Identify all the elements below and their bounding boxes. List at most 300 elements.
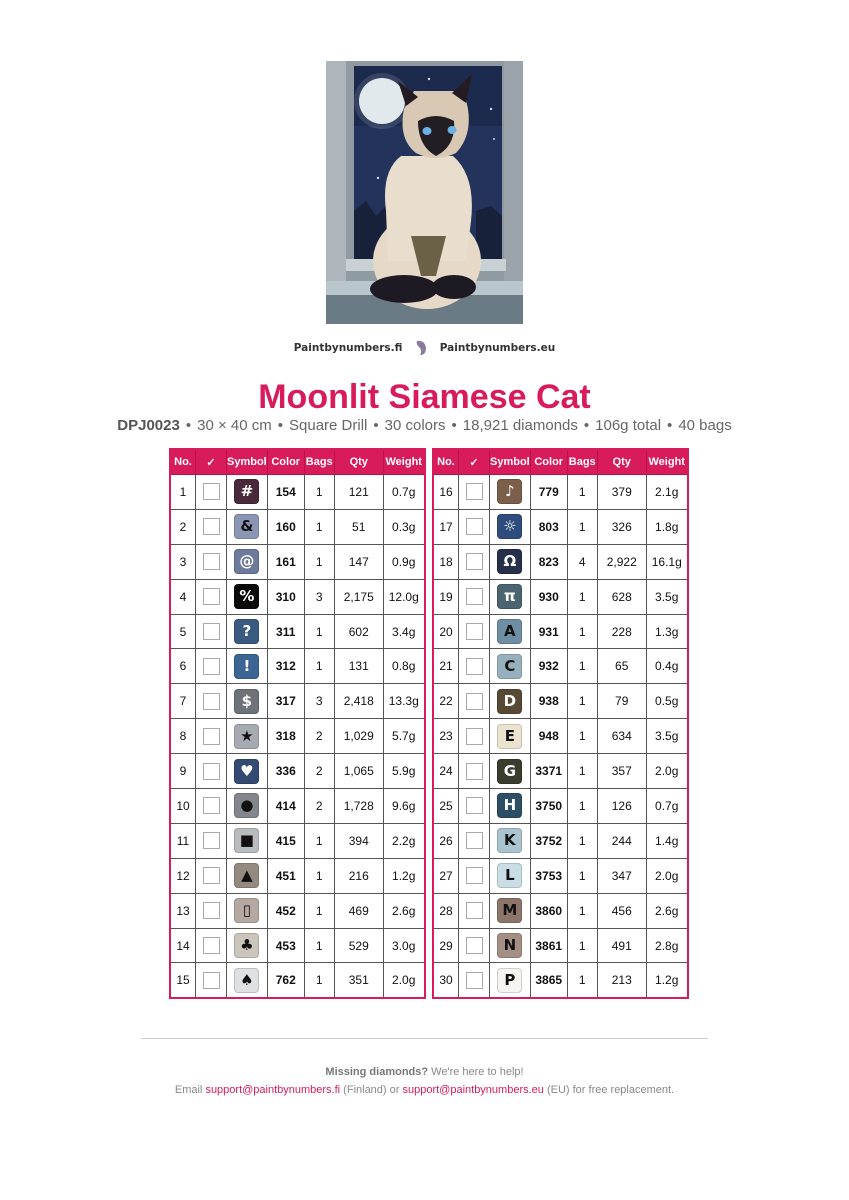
row-check-cell — [196, 963, 227, 998]
row-qty: 65 — [597, 649, 646, 684]
row-weight: 12.0g — [383, 579, 425, 614]
brand-row — [0, 340, 849, 356]
row-check-cell — [196, 754, 227, 789]
table-row — [433, 928, 688, 963]
header-qty: Qty — [597, 449, 646, 475]
row-color-code: 154 — [267, 475, 304, 510]
row-bags: 1 — [304, 509, 334, 544]
table-row — [433, 649, 688, 684]
footer — [0, 1063, 849, 1099]
row-symbol-cell — [227, 893, 268, 928]
row-bags: 1 — [567, 893, 597, 928]
row-bags: 4 — [567, 544, 597, 579]
row-qty: 126 — [597, 789, 646, 824]
row-qty: 131 — [334, 649, 383, 684]
footer-divider — [141, 1038, 708, 1039]
row-qty: 79 — [597, 684, 646, 719]
table-row — [433, 963, 688, 998]
row-number: 4 — [170, 579, 196, 614]
symbol-swatch-icon: ♠ — [234, 968, 259, 993]
row-number: 3 — [170, 544, 196, 579]
symbol-swatch-icon: ● — [234, 793, 259, 818]
header-symbol: Symbol — [227, 449, 268, 475]
email-link-eu[interactable]: support@paintbynumbers.eu — [402, 1084, 544, 1096]
row-number: 5 — [170, 614, 196, 649]
row-symbol-cell — [490, 963, 531, 998]
row-number: 15 — [170, 963, 196, 998]
meta-colors: 30 colors — [384, 417, 446, 434]
row-weight: 1.3g — [646, 614, 688, 649]
row-color-code: 415 — [267, 823, 304, 858]
row-number: 26 — [433, 823, 459, 858]
row-bags: 1 — [567, 928, 597, 963]
symbol-swatch-icon: ▲ — [234, 863, 259, 888]
row-bags: 1 — [304, 858, 334, 893]
row-check-cell — [459, 614, 490, 649]
row-checkbox[interactable] — [466, 867, 483, 884]
table-row — [170, 754, 425, 789]
table-row — [433, 823, 688, 858]
row-number: 2 — [170, 509, 196, 544]
symbol-swatch-icon: $ — [234, 689, 259, 714]
row-check-cell — [196, 928, 227, 963]
row-qty: 228 — [597, 614, 646, 649]
header-check: ✓ — [459, 449, 490, 475]
brand-fi: Paintbynumbers.fi — [293, 342, 403, 354]
table-row — [433, 579, 688, 614]
header-no: No. — [170, 449, 196, 475]
footer-help-text: We're here to help! — [428, 1066, 524, 1078]
table-row — [170, 509, 425, 544]
row-checkbox[interactable] — [466, 693, 483, 710]
row-symbol-cell — [227, 754, 268, 789]
row-color-code: 318 — [267, 719, 304, 754]
row-qty: 529 — [334, 928, 383, 963]
row-bags: 1 — [567, 963, 597, 998]
row-check-cell — [196, 684, 227, 719]
row-check-cell — [459, 928, 490, 963]
row-symbol-cell — [227, 789, 268, 824]
row-qty: 1,065 — [334, 754, 383, 789]
row-check-cell — [459, 823, 490, 858]
row-color-code: 336 — [267, 754, 304, 789]
row-check-cell — [459, 754, 490, 789]
row-number: 10 — [170, 789, 196, 824]
row-checkbox[interactable] — [203, 518, 220, 535]
row-symbol-cell — [490, 544, 531, 579]
row-number: 28 — [433, 893, 459, 928]
row-symbol-cell — [490, 614, 531, 649]
row-check-cell — [196, 789, 227, 824]
page-title: Moonlit Siamese Cat — [258, 378, 591, 416]
symbol-swatch-icon: @ — [234, 549, 259, 574]
table-row — [170, 719, 425, 754]
row-color-code: 779 — [530, 475, 567, 510]
row-symbol-cell — [227, 684, 268, 719]
row-weight: 0.4g — [646, 649, 688, 684]
row-check-cell — [196, 719, 227, 754]
row-qty: 216 — [334, 858, 383, 893]
row-bags: 2 — [304, 754, 334, 789]
row-bags: 2 — [304, 719, 334, 754]
row-check-cell — [459, 579, 490, 614]
table-row — [433, 789, 688, 824]
table-row — [433, 475, 688, 510]
row-qty: 2,175 — [334, 579, 383, 614]
row-checkbox[interactable] — [203, 902, 220, 919]
row-symbol-cell — [227, 858, 268, 893]
row-color-code: 3861 — [530, 928, 567, 963]
row-check-cell — [196, 579, 227, 614]
row-color-code: 803 — [530, 509, 567, 544]
row-check-cell — [196, 544, 227, 579]
header-symbol: Symbol — [490, 449, 531, 475]
header-weight: Weight — [646, 449, 688, 475]
row-check-cell — [459, 719, 490, 754]
header-no: No. — [433, 449, 459, 475]
row-checkbox[interactable] — [466, 937, 483, 954]
row-checkbox[interactable] — [203, 867, 220, 884]
symbol-swatch-icon: ★ — [234, 724, 259, 749]
row-number: 1 — [170, 475, 196, 510]
row-check-cell — [459, 893, 490, 928]
row-bags: 3 — [304, 684, 334, 719]
header-bags: Bags — [567, 449, 597, 475]
row-checkbox[interactable] — [466, 518, 483, 535]
footer-line-2 — [0, 1081, 849, 1099]
row-qty: 147 — [334, 544, 383, 579]
row-color-code: 311 — [267, 614, 304, 649]
row-color-code: 948 — [530, 719, 567, 754]
row-weight: 1.2g — [383, 858, 425, 893]
meta-drill: Square Drill — [289, 417, 368, 434]
row-qty: 351 — [334, 963, 383, 998]
row-number: 19 — [433, 579, 459, 614]
symbol-swatch-icon: P — [497, 968, 522, 993]
row-weight: 0.7g — [383, 475, 425, 510]
table-row — [170, 823, 425, 858]
row-bags: 1 — [304, 823, 334, 858]
symbol-swatch-icon: Ω — [497, 549, 522, 574]
row-weight: 3.4g — [383, 614, 425, 649]
symbol-swatch-icon: ♥ — [234, 759, 259, 784]
row-color-code: 762 — [267, 963, 304, 998]
row-color-code: 932 — [530, 649, 567, 684]
row-bags: 1 — [304, 475, 334, 510]
table-row — [170, 893, 425, 928]
row-bags: 1 — [567, 789, 597, 824]
row-check-cell — [196, 823, 227, 858]
row-bags: 3 — [304, 579, 334, 614]
symbol-swatch-icon: ♪ — [497, 479, 522, 504]
footer-heading: Missing diamonds? — [325, 1066, 429, 1078]
row-weight: 2.0g — [383, 963, 425, 998]
row-number: 21 — [433, 649, 459, 684]
table-row — [170, 858, 425, 893]
row-check-cell — [196, 649, 227, 684]
row-weight: 5.7g — [383, 719, 425, 754]
row-symbol-cell — [227, 963, 268, 998]
table-row — [433, 893, 688, 928]
row-color-code: 161 — [267, 544, 304, 579]
row-bags: 2 — [304, 789, 334, 824]
product-meta: DPJ0023 • 30 × 40 cm • Square Drill • 30 colors • 18,921 diamonds • 106g total • 40 bags — [117, 417, 732, 434]
row-symbol-cell — [490, 858, 531, 893]
row-symbol-cell — [227, 649, 268, 684]
row-number: 7 — [170, 684, 196, 719]
table-row — [170, 928, 425, 963]
header-qty: Qty — [334, 449, 383, 475]
table-row — [170, 684, 425, 719]
header-check: ✓ — [196, 449, 227, 475]
footer-line-1 — [0, 1063, 849, 1081]
row-bags: 1 — [567, 579, 597, 614]
row-checkbox[interactable] — [466, 658, 483, 675]
row-checkbox[interactable] — [203, 763, 220, 780]
row-weight: 0.8g — [383, 649, 425, 684]
row-bags: 1 — [304, 893, 334, 928]
row-color-code: 451 — [267, 858, 304, 893]
row-color-code: 452 — [267, 893, 304, 928]
table-row — [433, 614, 688, 649]
row-bags: 1 — [567, 719, 597, 754]
symbol-swatch-icon: E — [497, 724, 522, 749]
row-number: 23 — [433, 719, 459, 754]
row-checkbox[interactable] — [203, 483, 220, 500]
row-check-cell — [459, 475, 490, 510]
row-symbol-cell — [227, 544, 268, 579]
symbol-swatch-icon: A — [497, 619, 522, 644]
row-checkbox[interactable] — [466, 553, 483, 570]
row-checkbox[interactable] — [203, 797, 220, 814]
row-checkbox[interactable] — [203, 728, 220, 745]
row-check-cell — [459, 789, 490, 824]
row-checkbox[interactable] — [203, 832, 220, 849]
symbol-swatch-icon: D — [497, 689, 522, 714]
row-symbol-cell — [490, 928, 531, 963]
brand-eu: Paintbynumbers.eu — [439, 342, 556, 354]
row-qty: 2,922 — [597, 544, 646, 579]
table-row — [170, 963, 425, 998]
table-row — [170, 789, 425, 824]
row-check-cell — [459, 544, 490, 579]
symbol-swatch-icon: ? — [234, 619, 259, 644]
footer-suffix: (EU) for free replacement. — [543, 1084, 675, 1096]
row-qty: 347 — [597, 858, 646, 893]
row-bags: 1 — [567, 754, 597, 789]
row-checkbox[interactable] — [466, 623, 483, 640]
row-color-code: 938 — [530, 684, 567, 719]
symbol-swatch-icon: K — [497, 828, 522, 853]
row-weight: 0.5g — [646, 684, 688, 719]
row-checkbox[interactable] — [466, 588, 483, 605]
header-color: Color — [530, 449, 567, 475]
row-symbol-cell — [490, 754, 531, 789]
row-weight: 16.1g — [646, 544, 688, 579]
row-color-code: 310 — [267, 579, 304, 614]
row-qty: 326 — [597, 509, 646, 544]
footer-region-fi: (Finland) or — [340, 1084, 403, 1096]
row-checkbox[interactable] — [466, 797, 483, 814]
row-check-cell — [459, 684, 490, 719]
row-weight: 13.3g — [383, 684, 425, 719]
table-header-row — [170, 449, 425, 475]
row-check-cell — [459, 858, 490, 893]
meta-bags: 40 bags — [678, 417, 732, 434]
row-weight: 0.7g — [646, 789, 688, 824]
row-color-code: 160 — [267, 509, 304, 544]
row-color-code: 317 — [267, 684, 304, 719]
row-number: 18 — [433, 544, 459, 579]
row-symbol-cell — [490, 719, 531, 754]
row-qty: 2,418 — [334, 684, 383, 719]
symbol-swatch-icon: M — [497, 898, 522, 923]
row-weight: 1.4g — [646, 823, 688, 858]
row-symbol-cell — [490, 684, 531, 719]
footer-email-prefix: Email — [174, 1084, 206, 1096]
row-symbol-cell — [490, 579, 531, 614]
row-checkbox[interactable] — [203, 553, 220, 570]
meta-diamonds: 18,921 diamonds — [462, 417, 578, 434]
row-symbol-cell — [490, 649, 531, 684]
table-row — [170, 475, 425, 510]
row-check-cell — [459, 963, 490, 998]
row-number: 11 — [170, 823, 196, 858]
row-color-code: 312 — [267, 649, 304, 684]
row-bags: 1 — [304, 963, 334, 998]
row-weight: 2.0g — [646, 754, 688, 789]
table-row — [170, 614, 425, 649]
row-number: 17 — [433, 509, 459, 544]
row-checkbox[interactable] — [203, 588, 220, 605]
row-weight: 2.2g — [383, 823, 425, 858]
row-weight: 0.9g — [383, 544, 425, 579]
header-color: Color — [267, 449, 304, 475]
row-number: 27 — [433, 858, 459, 893]
row-checkbox[interactable] — [466, 728, 483, 745]
row-color-code: 414 — [267, 789, 304, 824]
row-weight: 1.2g — [646, 963, 688, 998]
row-check-cell — [196, 475, 227, 510]
row-symbol-cell — [490, 789, 531, 824]
row-color-code: 3753 — [530, 858, 567, 893]
row-number: 12 — [170, 858, 196, 893]
row-symbol-cell — [227, 475, 268, 510]
row-bags: 1 — [567, 649, 597, 684]
row-check-cell — [196, 893, 227, 928]
row-checkbox[interactable] — [203, 937, 220, 954]
row-symbol-cell — [490, 823, 531, 858]
row-checkbox[interactable] — [203, 623, 220, 640]
header-weight: Weight — [383, 449, 425, 475]
row-symbol-cell — [227, 719, 268, 754]
row-bags: 1 — [304, 614, 334, 649]
row-checkbox[interactable] — [203, 693, 220, 710]
row-bags: 1 — [567, 509, 597, 544]
row-symbol-cell — [227, 928, 268, 963]
row-number: 6 — [170, 649, 196, 684]
row-number: 29 — [433, 928, 459, 963]
color-table-left — [169, 448, 426, 999]
table-row — [433, 544, 688, 579]
row-qty: 456 — [597, 893, 646, 928]
table-row — [433, 858, 688, 893]
row-qty: 213 — [597, 963, 646, 998]
row-checkbox[interactable] — [466, 902, 483, 919]
row-weight: 2.8g — [646, 928, 688, 963]
row-number: 22 — [433, 684, 459, 719]
row-check-cell — [196, 509, 227, 544]
brand-logo-icon — [415, 340, 427, 356]
row-symbol-cell — [490, 509, 531, 544]
row-checkbox[interactable] — [466, 763, 483, 780]
row-number: 9 — [170, 754, 196, 789]
symbol-swatch-icon: # — [234, 479, 259, 504]
row-color-code: 931 — [530, 614, 567, 649]
row-number: 25 — [433, 789, 459, 824]
row-weight: 3.5g — [646, 579, 688, 614]
row-weight: 2.0g — [646, 858, 688, 893]
row-qty: 1,728 — [334, 789, 383, 824]
row-qty: 628 — [597, 579, 646, 614]
row-qty: 602 — [334, 614, 383, 649]
table-row — [170, 579, 425, 614]
row-checkbox[interactable] — [466, 972, 483, 989]
symbol-swatch-icon: ☼ — [497, 514, 522, 539]
product-code: DPJ0023 — [117, 417, 180, 434]
row-weight: 2.6g — [646, 893, 688, 928]
symbol-swatch-icon: % — [234, 584, 259, 609]
email-link-fi[interactable]: support@paintbynumbers.fi — [205, 1084, 341, 1096]
row-weight: 3.5g — [646, 719, 688, 754]
row-bags: 1 — [567, 684, 597, 719]
row-checkbox[interactable] — [203, 972, 220, 989]
row-weight: 2.1g — [646, 475, 688, 510]
row-bags: 1 — [567, 823, 597, 858]
row-symbol-cell — [227, 579, 268, 614]
symbol-swatch-icon: ▯ — [234, 898, 259, 923]
row-number: 14 — [170, 928, 196, 963]
table-row — [433, 719, 688, 754]
symbol-swatch-icon: N — [497, 933, 522, 958]
row-color-code: 3750 — [530, 789, 567, 824]
artwork-preview — [326, 61, 523, 324]
row-weight: 5.9g — [383, 754, 425, 789]
row-bags: 1 — [567, 475, 597, 510]
table-row — [170, 649, 425, 684]
row-check-cell — [196, 858, 227, 893]
row-color-code: 3865 — [530, 963, 567, 998]
siamese-cat-image — [326, 61, 523, 324]
row-color-code: 453 — [267, 928, 304, 963]
row-weight: 3.0g — [383, 928, 425, 963]
meta-size: 30 × 40 cm — [197, 417, 272, 434]
row-weight: 1.8g — [646, 509, 688, 544]
table-row — [433, 509, 688, 544]
row-checkbox[interactable] — [466, 483, 483, 500]
header-bags: Bags — [304, 449, 334, 475]
row-number: 20 — [433, 614, 459, 649]
row-color-code: 3752 — [530, 823, 567, 858]
row-weight: 0.3g — [383, 509, 425, 544]
row-qty: 394 — [334, 823, 383, 858]
table-row — [170, 544, 425, 579]
row-checkbox[interactable] — [203, 658, 220, 675]
row-qty: 121 — [334, 475, 383, 510]
row-checkbox[interactable] — [466, 832, 483, 849]
row-check-cell — [196, 614, 227, 649]
row-symbol-cell — [227, 614, 268, 649]
